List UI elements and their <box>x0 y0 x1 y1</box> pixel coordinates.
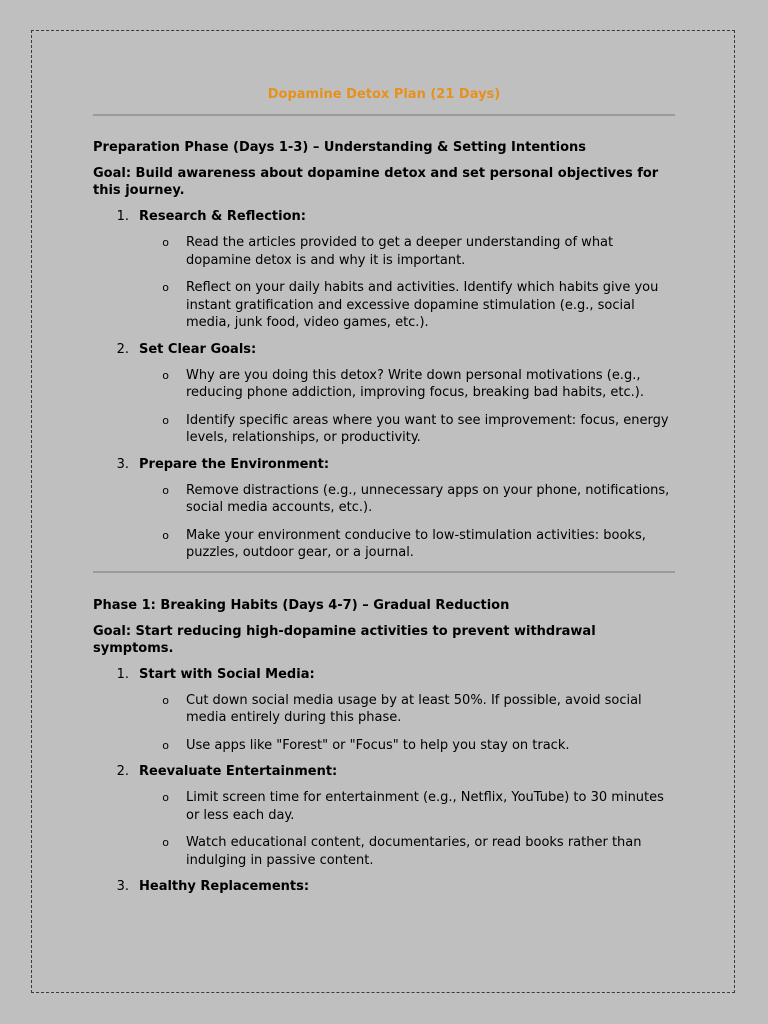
step-list <box>93 208 675 562</box>
document-title: Dopamine Detox Plan (21 Days) <box>267 87 501 102</box>
step-header <box>93 878 675 895</box>
bullet-circle-icon: o <box>162 483 169 497</box>
step-number: 2. <box>116 341 129 357</box>
bullet-circle-icon: o <box>162 413 169 427</box>
step-item <box>93 878 675 895</box>
bullet-circle-icon: o <box>162 738 169 752</box>
step-label: Start with Social Media: <box>139 666 315 682</box>
bullet-item <box>93 692 675 727</box>
phase-section <box>93 597 675 896</box>
phase-divider <box>93 571 675 573</box>
step-item <box>93 341 675 447</box>
phase-heading: Phase 1: Breaking Habits (Days 4-7) – Gradual Reduction <box>93 597 510 613</box>
bullet-list <box>93 234 675 332</box>
bullet-list <box>93 482 675 562</box>
step-label: Prepare the Environment: <box>139 456 330 472</box>
bullet-text: Cut down social media usage by at least 50%. If possible, avoid social media entirely during this phase. <box>186 692 642 725</box>
step-item <box>93 208 675 332</box>
step-header <box>93 456 675 473</box>
title-divider <box>93 114 675 116</box>
bullet-text: Identify specific areas where you want to see improvement: focus, energy levels, relationships, or productivity. <box>186 412 669 445</box>
bullet-item <box>93 279 675 332</box>
step-header <box>93 341 675 358</box>
bullet-circle-icon: o <box>162 281 169 294</box>
bullet-text: Why are you doing this detox? Write down personal motivations (e.g., reducing phone addiction, improving focus, breaking bad habits, etc.). <box>186 367 644 400</box>
document-content <box>93 86 675 904</box>
step-header <box>93 208 675 225</box>
bullet-text: Read the articles provided to get a deeper understanding of what dopamine detox is and why it is important. <box>186 235 614 268</box>
bullet-text: Make your environment conducive to low-stimulation activities: books, puzzles, outdoor gear, or a journal. <box>186 527 646 560</box>
bullet-text: Limit screen time for entertainment (e.g., Netflix, YouTube) to 30 minutes or less each day. <box>186 790 664 823</box>
step-number: 2. <box>116 764 129 779</box>
bullet-item <box>93 789 675 824</box>
phase-goal: Goal: Build awareness about dopamine detox and set personal objectives for this journey. <box>93 166 659 198</box>
bullet-item <box>93 367 675 402</box>
bullet-item <box>93 482 675 517</box>
step-item <box>93 763 675 869</box>
bullet-item <box>93 412 675 447</box>
bullet-circle-icon: o <box>162 836 169 849</box>
step-label: Reevaluate Entertainment: <box>139 764 338 779</box>
bullet-circle-icon: o <box>162 791 169 804</box>
step-label: Set Clear Goals: <box>139 341 257 357</box>
phase-goal: Goal: Start reducing high-dopamine activities to prevent withdrawal symptoms. <box>93 623 596 656</box>
bullet-item <box>93 527 675 562</box>
step-number: 3. <box>116 456 129 472</box>
bullet-text: Use apps like "Forest" or "Focus" to help you stay on track. <box>186 737 570 753</box>
step-label: Research & Reflection: <box>139 209 306 224</box>
step-item <box>93 456 675 562</box>
bullet-item <box>93 737 675 755</box>
phases-container <box>93 139 675 895</box>
step-number: 3. <box>116 879 129 894</box>
bullet-list <box>93 692 675 755</box>
bullet-list <box>93 367 675 447</box>
step-header <box>93 666 675 683</box>
step-number: 1. <box>116 209 129 224</box>
bullet-circle-icon: o <box>162 236 169 249</box>
step-list <box>93 666 675 896</box>
bullet-circle-icon: o <box>162 528 169 542</box>
bullet-text: Remove distractions (e.g., unnecessary apps on your phone, notifications, social media accounts, etc.). <box>186 482 670 515</box>
step-item <box>93 666 675 755</box>
step-header <box>93 763 675 780</box>
bullet-item <box>93 234 675 269</box>
step-label: Healthy Replacements: <box>139 879 310 894</box>
bullet-list <box>93 789 675 869</box>
phase-section <box>93 139 675 562</box>
step-number: 1. <box>116 666 129 682</box>
phase-heading: Preparation Phase (Days 1-3) – Understanding & Setting Intentions <box>93 140 587 155</box>
bullet-circle-icon: o <box>162 693 169 707</box>
bullet-text: Reflect on your daily habits and activities. Identify which habits give you instant gratification and excessive dopamine stimulation (e.g., social media, junk food, video games, etc.). <box>186 280 659 330</box>
bullet-text: Watch educational content, documentaries, or read books rather than indulging in passive content. <box>186 835 642 868</box>
bullet-circle-icon: o <box>162 368 169 382</box>
bullet-item <box>93 834 675 869</box>
